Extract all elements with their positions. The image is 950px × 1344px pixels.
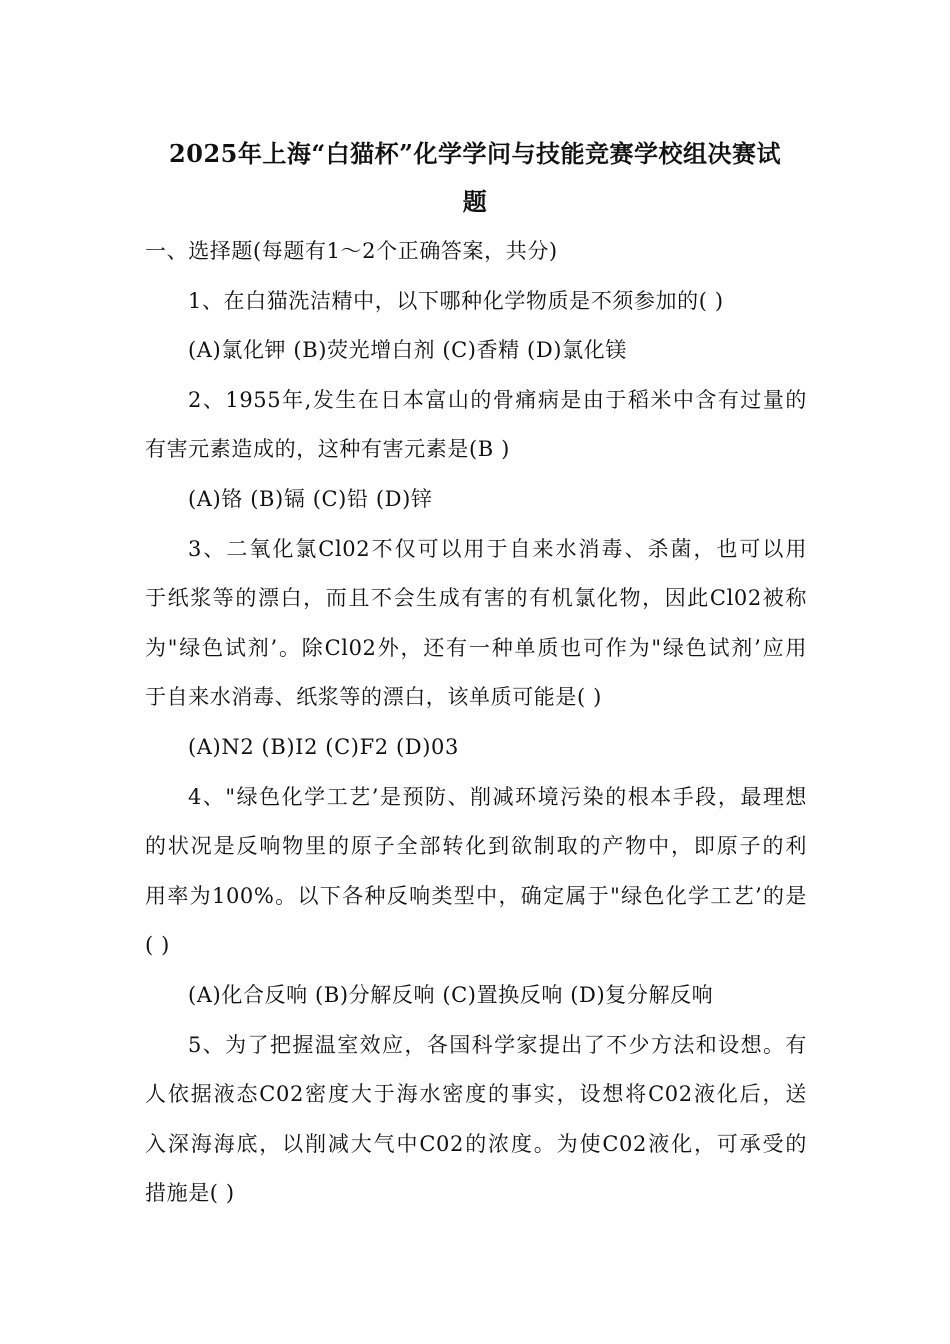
question-2-options: (A)铬 (B)镉 (C)铅 (D)锌 (188, 487, 433, 511)
question-3-options: (A)N2 (B)I2 (C)F2 (D)03 (188, 735, 459, 759)
question-1-options: (A)氯化钾 (B)荧光增白剂 (C)香精 (D)氯化镁 (188, 338, 627, 362)
question-3-text-line-2: 于纸浆等的漂白，而且不会生成有害的有机氯化物，因此Cl02被称 (145, 586, 807, 610)
question-5-text-line-3: 入深海海底，以削减大气中C02的浓度。为使C02液化，可承受的 (145, 1132, 807, 1156)
doc-title-line-1: 2025年上海“白猫杯”化学学问与技能竞赛学校组决赛试 (169, 139, 781, 168)
question-2-text-line-2: 有害元素造成的，这种有害元素是(B ) (145, 437, 510, 461)
question-3-text-line-1: 3、二氧化氯Cl02不仅可以用于自来水消毒、杀菌，也可以用 (188, 537, 807, 561)
doc-title-line-2: 题 (462, 187, 488, 216)
question-4-text-line-4: ( ) (145, 933, 170, 957)
question-4-text-line-1: 4、"绿色化学工艺’是预防、削减环境污染的根本手段，最理想 (188, 785, 807, 809)
question-3-text-line-3: 为"绿色试剂’。除Cl02外，还有一种单质也可作为"绿色试剂’应用 (145, 636, 807, 660)
question-5-text-line-1: 5、为了把握温室效应，各国科学家提出了不少方法和设想。有 (188, 1033, 807, 1057)
question-4-text-line-2: 的状况是反响物里的原子全部转化到欲制取的产物中，即原子的利 (145, 834, 807, 858)
question-5-text-line-2: 人依据液态C02密度大于海水密度的事实，设想将C02液化后，送 (145, 1082, 807, 1106)
question-3-text-line-4: 于自来水消毒、纸浆等的漂白，该单质可能是( ) (145, 685, 602, 709)
question-5-text-line-4: 措施是( ) (145, 1181, 235, 1205)
question-4-options: (A)化合反响 (B)分解反响 (C)置换反响 (D)复分解反响 (188, 983, 714, 1007)
section-heading: 一、选择题(每题有1～2个正确答案，共分) (145, 239, 558, 263)
question-4-text-line-3: 用率为100%。以下各种反响类型中，确定属于"绿色化学工艺’的是 (145, 884, 807, 908)
question-2-text-line-1: 2、1955年,发生在日本富山的骨痛病是由于稻米中含有过量的 (188, 388, 807, 412)
question-1-text: 1、在白猫洗洁精中，以下哪种化学物质是不须参加的( ) (188, 289, 724, 313)
